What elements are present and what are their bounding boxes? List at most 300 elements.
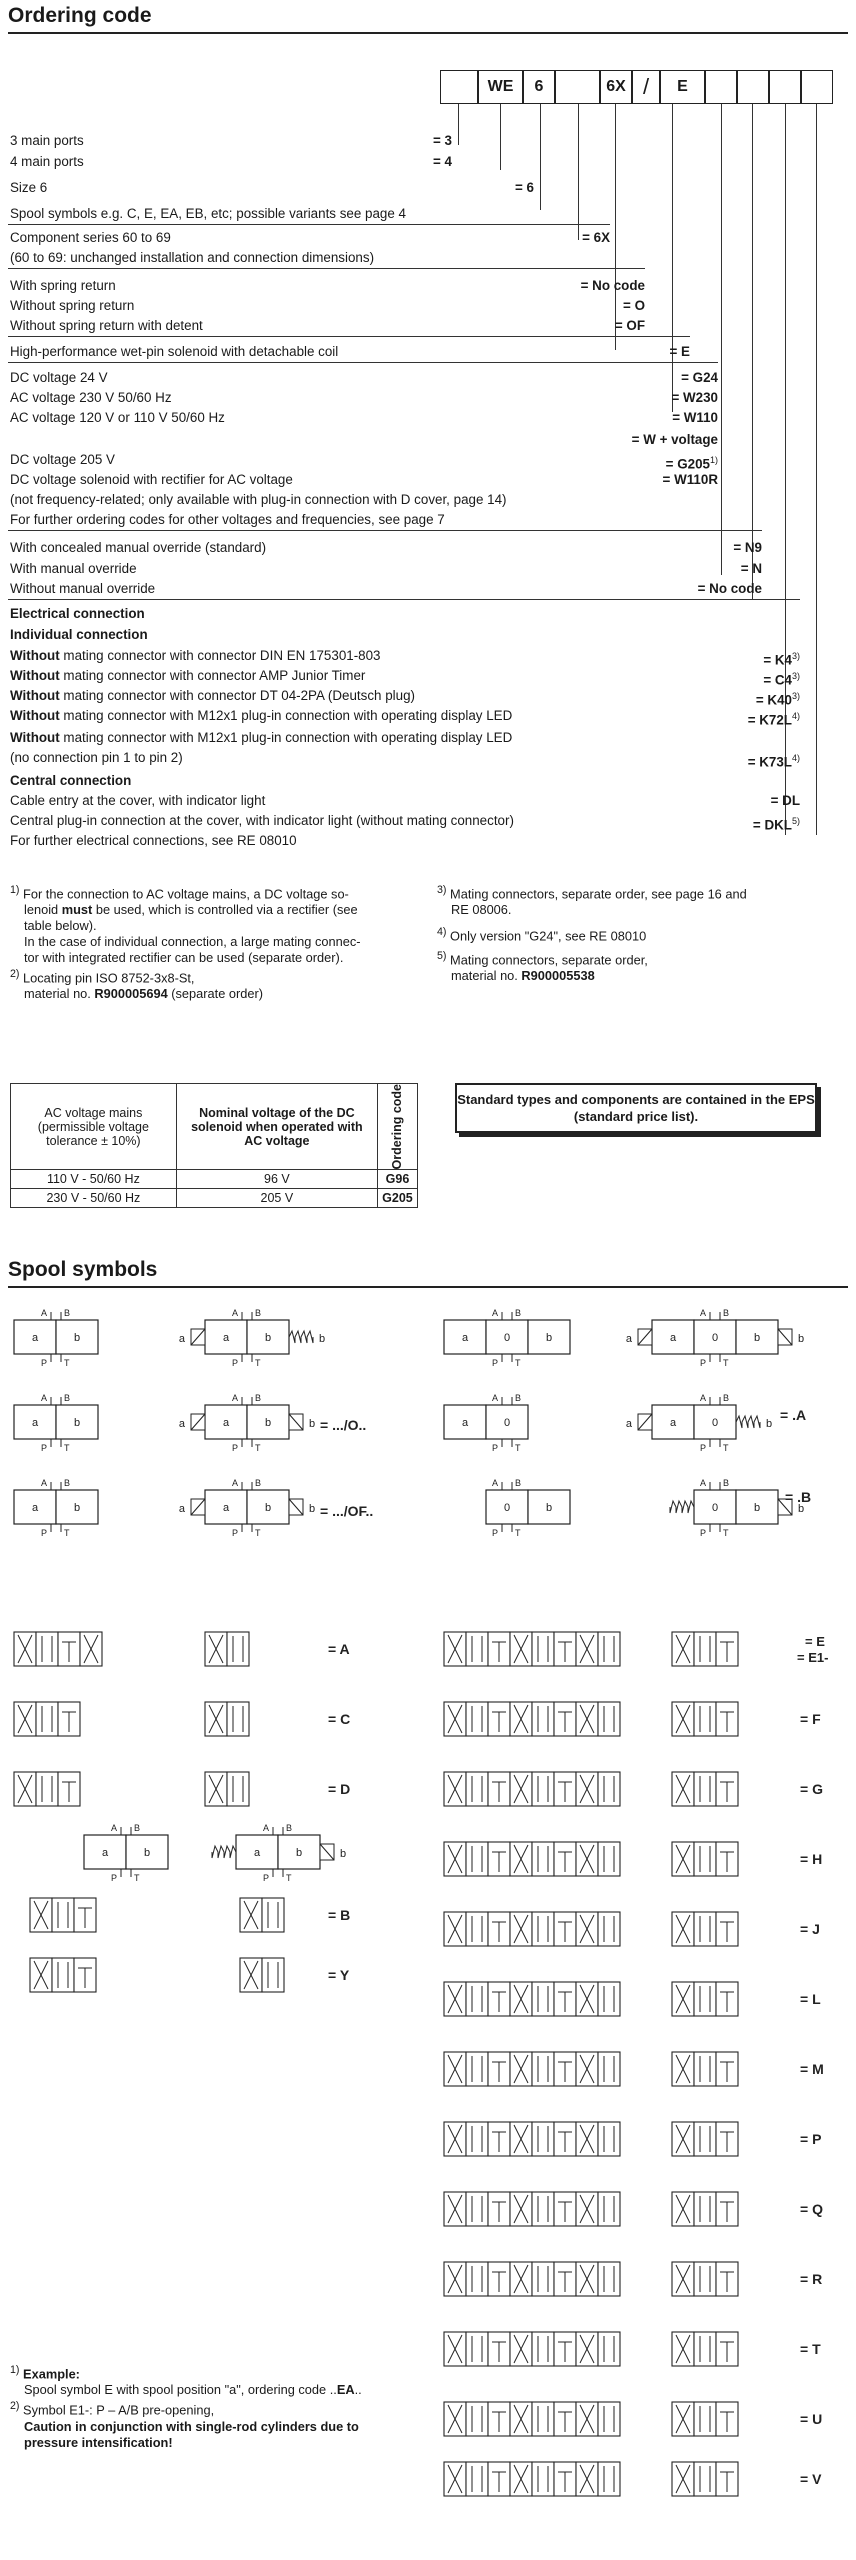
spool-cell [466,1772,488,1806]
spool-cell [532,2262,554,2296]
ordering-line-code: = 6X [582,230,610,245]
spool-symbols-title: Spool symbols [8,1258,158,1281]
code-of: = .../OF.. [320,1503,374,1519]
spool-cell [466,2122,488,2156]
ordering-line-code: = W + voltage [631,432,718,447]
spool-code: = E1- [797,1650,829,1665]
spool-cell [466,1842,488,1876]
solenoid-label: a [178,1418,185,1430]
spool-code: = M [800,2061,824,2077]
spool-cell [532,2122,554,2156]
port-label: A [491,1393,498,1403]
ordering-line-label: AC voltage 230 V 50/60 Hz [10,390,172,405]
ordering-line-code: = 6 [515,180,534,195]
position-label: 0 [711,1332,719,1344]
spool-cell [694,2462,716,2496]
spool-code: = J [800,1921,820,1937]
position-label: a [31,1417,39,1429]
spool-flow-symbol [444,1702,620,1736]
spool-cell [694,2262,716,2296]
ordering-line-label: Spool symbols e.g. C, E, EA, EB, etc; possible variants see page 4 [10,206,406,221]
position-label: a [669,1332,677,1344]
port-label: B [64,1478,71,1488]
spool-flow-symbol [444,2052,620,2086]
port-label: T [134,1873,140,1883]
port-label: P [699,1443,706,1453]
spool-cell [532,2192,554,2226]
port-label: P [40,1358,47,1368]
port-label: A [110,1823,117,1833]
valve-symbol [14,1308,98,1368]
connector-line [721,104,722,575]
spool-cell [694,1842,716,1876]
port-label: T [723,1528,729,1538]
spool-cell [598,2402,620,2436]
ordering-code-box [801,70,833,104]
spool-cell [36,1702,58,1736]
spool-flow-symbol [444,2332,620,2366]
port-label: A [40,1308,47,1318]
valve-symbol [444,1393,528,1453]
ordering-line-label: (60 to 69: unchanged installation and connection dimensions) [10,250,375,265]
ordering-line-code: = $K40^{3)}$ [755,691,800,708]
ordering-line-label: With spring return [10,278,116,293]
spool-flow-symbol [14,1772,80,1806]
ordering-line-code: = $C4^{3)}$ [763,671,800,688]
spool-flow-symbol [444,1632,620,1666]
ordering-line-code: = $K4^{3)}$ [763,651,800,668]
spring-icon [736,1416,760,1428]
solenoid-label: b [309,1503,316,1515]
solenoid-label: b [798,1333,805,1345]
spool-cell [466,2052,488,2086]
position-label: 0 [503,1417,511,1429]
spool-flow-symbol [672,2052,738,2086]
position-label: a [222,1332,230,1344]
ordering-line-label: (no connection pin 1 to pin 2) [10,750,183,765]
group-divider [8,362,718,363]
ordering-line-code: = W230 [671,390,718,405]
port-label: P [110,1873,117,1883]
ordering-code-box: 6X [600,70,632,104]
ordering-line-code: = $DKL^{5)}$ [752,816,800,833]
ordering-line-label: Without mating connector with M12x1 plug-in connection with operating display LED [10,730,513,745]
group-divider [8,530,762,531]
spool-flow-symbol [444,1982,620,2016]
spool-code: = H [800,1851,823,1867]
voltage-table [10,1083,418,1208]
spool-flow-symbol [444,2262,620,2296]
spool-cell [694,1772,716,1806]
position-label: b [264,1332,272,1344]
spool-cell [598,1842,620,1876]
port-label: P [699,1358,706,1368]
spring-icon [289,1331,313,1343]
spool-cell [694,2122,716,2156]
ordering-code-title: Ordering code [8,4,152,27]
voltage-table-cell: 205 V [176,1189,377,1208]
spool-code: = A [328,1641,350,1657]
solenoid-label: b [340,1848,347,1860]
spool-cell [694,1912,716,1946]
valve-symbol [179,1478,315,1538]
footnote-3: $^{3)}$ Mating connectors, separate order, see page 16 and RE 08006. [437,884,747,918]
valve-symbol [626,1393,772,1453]
spool-cell [466,2402,488,2436]
port-label: T [723,1358,729,1368]
voltage-table-header-mains: AC voltage mains (permissible voltage tolerance ± 10%) [11,1084,177,1170]
valve-symbol [179,1393,315,1453]
port-label: A [699,1308,706,1318]
spool-code: = L [800,1991,821,2007]
spool-cell [36,1772,58,1806]
spool-cell [694,2192,716,2226]
spool-cell [598,2122,620,2156]
port-label: P [491,1358,498,1368]
ordering-line-label: With concealed manual override (standard) [10,540,267,555]
solenoid-label: a [625,1418,632,1430]
spool-flow-symbol [205,1772,249,1806]
spool-cell [466,2332,488,2366]
spool-flow-symbol [444,2192,620,2226]
port-label: A [699,1393,706,1403]
port-label: P [231,1358,238,1368]
group-divider [8,224,610,225]
valve-symbol [212,1823,346,1883]
ordering-line-label: Without spring return [10,298,135,313]
spool-flow-symbol [444,2402,620,2436]
spool-flow-symbol [672,1632,738,1666]
ordering-line-label: 3 main ports [10,133,84,148]
valve-symbol [486,1478,570,1538]
ordering-line-label: Individual connection [10,627,148,642]
spool-flow-symbol [672,2332,738,2366]
ordering-code-box: WE [478,70,523,104]
voltage-table-cell: 96 V [176,1170,377,1189]
position-label: b [545,1332,553,1344]
port-label: B [134,1823,141,1833]
port-label: P [40,1443,47,1453]
code-b: = .B [785,1489,812,1505]
spool-cell [532,2052,554,2086]
ordering-line-label: Without manual override [10,581,156,596]
port-label: A [231,1393,238,1403]
spool-cell [52,1958,74,1992]
spool-cell [466,1912,488,1946]
spool-cell [466,1982,488,2016]
ordering-line-code: = W110 [672,410,718,425]
voltage-table-header-code: Ordering code [377,1084,417,1170]
port-label: A [231,1478,238,1488]
ordering-line-code: = N [740,561,762,576]
valve-symbol [179,1308,325,1368]
spool-cell [694,2052,716,2086]
solenoid-label: b [798,1503,805,1515]
ordering-code-box [440,70,478,104]
spool-symbols-drawing [0,1290,856,2530]
eps-note-box: Standard types and components are contained in the EPS (standard price list). [455,1083,817,1133]
port-label: T [255,1443,261,1453]
spool-flow-symbol [240,1958,284,1992]
spool-cell [598,1982,620,2016]
voltage-table-cell: 230 V - 50/60 Hz [11,1189,177,1208]
voltage-table-header-nominal: Nominal voltage of the DC solenoid when operated with AC voltage [176,1084,377,1170]
ordering-line-code: = N9 [733,540,762,555]
code-a: = .A [780,1407,807,1423]
ordering-line-label: Without mating connector with connector AMP Junior Timer [10,668,366,683]
spool-flow-symbol [672,1912,738,1946]
solenoid-label: a [178,1333,185,1345]
ordering-code-box: E [660,70,705,104]
port-label: B [723,1308,730,1318]
port-label: B [255,1393,262,1403]
port-label: B [255,1478,262,1488]
connector-line [752,104,753,600]
position-label: b [264,1417,272,1429]
connector-line [540,104,541,210]
port-label: A [491,1308,498,1318]
port-label: P [699,1528,706,1538]
connector-line [458,104,459,145]
example-footnote: $^{1)}$ Example: Spool symbol E with spool position "a", ordering code ..EA.. $^{2)}$ Symbol E1-: P – A/B pre-opening, Caution in conjunction with single-rod cylinders due to pressure intensification! [10,2364,362,2450]
spool-flow-symbol [672,1982,738,2016]
spool-code: = F [800,1711,821,1727]
spool-code: = R [800,2271,823,2287]
port-label: T [723,1443,729,1453]
connector-line [615,104,616,350]
spool-cell [466,1702,488,1736]
ordering-line-label: Without spring return with detent [10,318,203,333]
ordering-line-code: = 4 [433,154,452,169]
solenoid-label: b [766,1418,773,1430]
spool-flow-symbol [672,2122,738,2156]
spool-cell [598,2332,620,2366]
port-label: A [231,1308,238,1318]
port-label: A [40,1478,47,1488]
port-label: P [491,1528,498,1538]
port-label: P [491,1443,498,1453]
ordering-line-label: High-performance wet-pin solenoid with detachable coil [10,344,339,359]
position-label: 0 [711,1502,719,1514]
ordering-line-label: Central plug-in connection at the cover, with indicator light (without mating connector) [10,813,514,828]
spring-icon [212,1846,236,1858]
position-label: 0 [503,1502,511,1514]
spool-code: = C [328,1711,351,1727]
ordering-line-code: = No code [697,581,762,596]
position-label: a [101,1847,109,1859]
spool-cell [694,2332,716,2366]
spool-flow-symbol [30,1898,96,1932]
valve-symbol [84,1823,168,1883]
ordering-line-code: = O [623,298,645,313]
spool-flow-symbol [14,1632,102,1666]
position-label: a [222,1502,230,1514]
spool-code: = V [800,2471,822,2487]
ordering-code-box: / [632,70,660,104]
spool-cell [694,1702,716,1736]
position-label: 0 [503,1332,511,1344]
spool-code: = D [328,1781,351,1797]
port-label: T [255,1528,261,1538]
port-label: A [699,1478,706,1488]
ordering-line-code: = $K73L^{4)}$ [747,753,800,770]
port-label: B [64,1393,71,1403]
position-label: a [253,1847,261,1859]
footnote-5: $^{5)}$ Mating connectors, separate order, material no. R900005538 [437,950,648,984]
group-divider [8,336,690,337]
ordering-line-code: = W110R [662,472,718,487]
voltage-table-cell: G205 [377,1189,417,1208]
connector-line [672,104,673,412]
spool-flow-symbol [672,1842,738,1876]
spool-flow-symbol [672,2192,738,2226]
ordering-line-label: Electrical connection [10,606,145,621]
position-label: a [31,1332,39,1344]
spool-cell [532,1982,554,2016]
ordering-line-label: Cable entry at the cover, with indicator light [10,793,266,808]
spool-cell [694,1632,716,1666]
spool-flow-symbol [444,2122,620,2156]
spool-cell [466,2262,488,2296]
ordering-line-label: DC voltage solenoid with rectifier for AC voltage [10,472,293,487]
ordering-line-code: = OF [614,318,645,333]
solenoid-label: b [309,1418,316,1430]
spool-flow-symbol [14,1702,80,1736]
spool-flow-symbol [240,1898,284,1932]
position-label: a [669,1417,677,1429]
spool-code: = T [800,2341,821,2357]
position-label: a [31,1502,39,1514]
port-label: T [255,1358,261,1368]
spool-cell [598,1702,620,1736]
spool-cell [598,1912,620,1946]
ordering-line-label: Without mating connector with connector DIN EN 175301-803 [10,648,381,663]
spool-cell [532,1772,554,1806]
spool-cell [227,1772,249,1806]
port-label: T [64,1358,70,1368]
ordering-code-box [769,70,801,104]
ordering-code-box: 6 [523,70,555,104]
position-label: a [461,1417,469,1429]
position-label: b [545,1502,553,1514]
position-label: b [753,1332,761,1344]
group-divider [8,599,800,600]
spool-flow-symbol [205,1632,249,1666]
spool-cell [466,1632,488,1666]
position-label: b [73,1417,81,1429]
spool-cell [52,1898,74,1932]
spool-flow-symbol [444,1912,620,1946]
port-label: T [515,1358,521,1368]
spool-cell [36,1632,58,1666]
ordering-line-code: = No code [580,278,645,293]
spool-flow-symbol [672,2462,738,2496]
spool-cell [532,1842,554,1876]
spool-flow-symbol [444,1842,620,1876]
ordering-line-label: DC voltage 24 V [10,370,108,385]
port-label: T [515,1528,521,1538]
footnote-1: $^{1)}$ For the connection to AC voltage mains, a DC voltage so- lenoid must be used, which is controlled via a rectifier (see table below). In the case of individual connection, a large mating connec- tor with integrated rectifier can be used (separate order). [10,884,361,966]
ordering-line-label: AC voltage 120 V or 110 V 50/60 Hz [10,410,225,425]
spool-cell [694,1982,716,2016]
spool-flow-symbol [30,1958,96,1992]
ordering-code-box [555,70,600,104]
position-label: 0 [711,1417,719,1429]
spool-cell [598,1632,620,1666]
spool-code: = G [800,1781,823,1797]
spool-code: = Q [800,2201,823,2217]
ordering-line-code: = DL [770,793,800,808]
spool-flow-symbol [672,1772,738,1806]
voltage-table-cell: 110 V - 50/60 Hz [11,1170,177,1189]
connector-line [578,104,579,240]
ordering-code-box [737,70,769,104]
spool-flow-symbol [672,2402,738,2436]
position-label: b [264,1502,272,1514]
ordering-line-code: = G24 [681,370,718,385]
position-label: b [753,1502,761,1514]
spool-code: = Y [328,1967,350,1983]
title-rule [8,32,848,34]
spool-cell [532,1632,554,1666]
port-label: B [723,1393,730,1403]
valve-symbol [444,1308,570,1368]
port-label: T [64,1443,70,1453]
ordering-line-label: Without mating connector with M12x1 plug-in connection with operating display LED [10,708,513,723]
spool-cell [598,2052,620,2086]
spool-cell [532,2332,554,2366]
code-ou: = .../O.. [320,1417,367,1433]
ordering-line-label: Size 6 [10,180,48,195]
position-label: a [461,1332,469,1344]
spool-flow-symbol [672,2262,738,2296]
port-label: P [262,1873,269,1883]
port-label: T [64,1528,70,1538]
footnote-2: $^{2)}$ Locating pin ISO 8752-3x8-St, material no. R900005694 (separate order) [10,968,264,1002]
valve-symbol [14,1393,98,1453]
spool-cell [466,2192,488,2226]
spool-cell [598,2192,620,2226]
solenoid-label: b [319,1333,326,1345]
spool-cell [598,2462,620,2496]
ordering-line-code: = $G205^{1)}$ [665,455,718,472]
port-label: A [262,1823,269,1833]
spool-code: = E [805,1634,825,1649]
spool-cell [466,2462,488,2496]
port-label: B [64,1308,71,1318]
position-label: b [295,1847,303,1859]
ordering-line-label: Central connection [10,773,132,788]
valve-symbol [626,1308,804,1368]
voltage-table-cell: G96 [377,1170,417,1189]
spool-cell [532,2402,554,2436]
ordering-code-box [705,70,737,104]
spool-code: = U [800,2411,823,2427]
ordering-line-code: = E [669,344,690,359]
ordering-line-label: For further ordering codes for other voltages and frequencies, see page 7 [10,512,445,527]
ordering-line-label: Without mating connector with connector DT 04-2PA (Deutsch plug) [10,688,415,703]
port-label: B [255,1308,262,1318]
spool-title-rule [8,1286,848,1288]
spool-cell [262,1958,284,1992]
spool-code: = P [800,2131,822,2147]
port-label: P [231,1528,238,1538]
spool-cell [598,2262,620,2296]
port-label: A [491,1478,498,1488]
spool-cell [532,1702,554,1736]
ordering-line-code: = $K72L^{4)}$ [747,711,800,728]
spool-cell [227,1702,249,1736]
